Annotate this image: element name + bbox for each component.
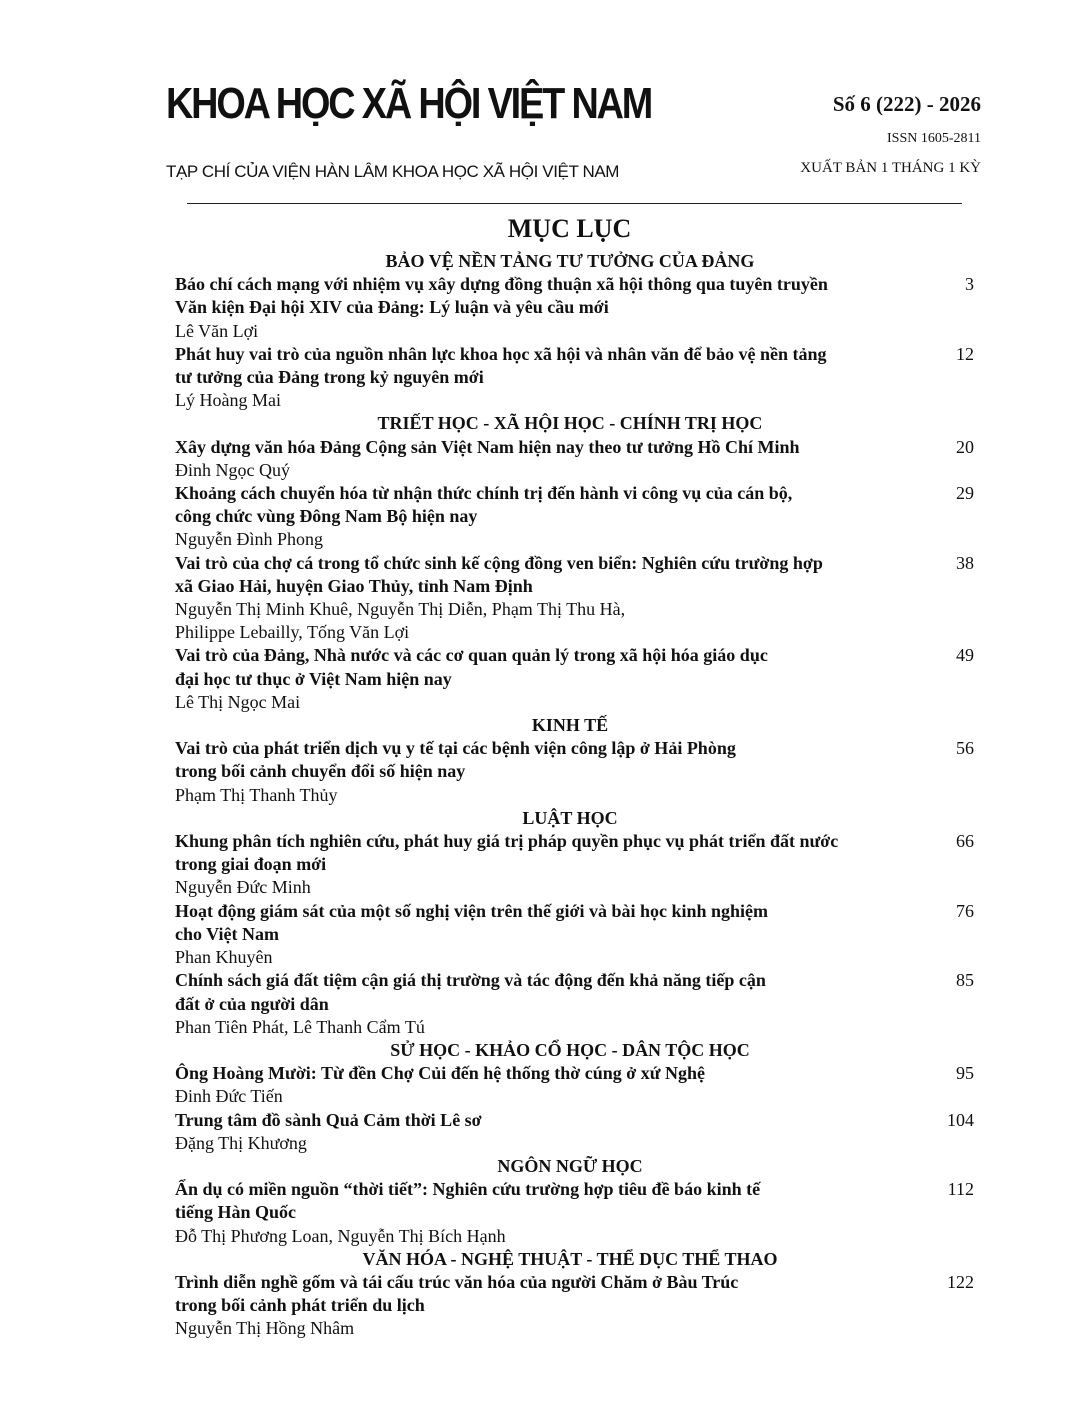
toc-entry[interactable] <box>175 1062 975 1108</box>
toc-entry[interactable] <box>175 552 975 645</box>
entry-title-line: Chính sách giá đất tiệm cận giá thị trường và tác động đến khả năng tiếp cận <box>175 970 766 991</box>
entry-author: Philippe Lebailly, Tống Văn Lợi <box>175 622 410 643</box>
entry-page-number: 29 <box>956 483 974 504</box>
toc-entry[interactable] <box>175 737 975 807</box>
entry-title-line: Vai trò của chợ cá trong tổ chức sinh kế cộng đồng ven biển: Nghiên cứu trường hợp <box>175 552 823 573</box>
toc-heading: MỤC LỤC <box>507 214 632 243</box>
entry-author: Lê Thị Ngọc Mai <box>175 691 301 712</box>
entry-title-line: Vai trò của Đảng, Nhà nước và các cơ quan quản lý trong xã hội hóa giáo dục <box>175 645 768 666</box>
entry-page-number: 12 <box>956 343 974 364</box>
entry-title-line: Báo chí cách mạng với nhiệm vụ xây dựng đồng thuận xã hội thông qua tuyên truyền <box>175 274 828 295</box>
entry-author: Lý Hoàng Mai <box>175 390 281 411</box>
issn-number: ISSN 1605-2811 <box>887 131 981 146</box>
section-title: LUẬT HỌC <box>522 807 618 828</box>
entry-page-number: 112 <box>947 1179 974 1200</box>
entry-page-number: 95 <box>956 1063 974 1084</box>
toc-entry[interactable] <box>175 1109 975 1155</box>
entry-page-number: 38 <box>956 552 974 573</box>
entry-page-number: 104 <box>947 1109 974 1130</box>
publication-frequency: XUẤT BẢN 1 THÁNG 1 KỲ <box>800 160 981 176</box>
entry-title-line: trong bối cảnh phát triển du lịch <box>175 1295 425 1316</box>
entry-title-line: công chức vùng Đông Nam Bộ hiện nay <box>175 506 478 527</box>
header-divider <box>187 203 962 204</box>
entry-title-line: tư tưởng của Đảng trong kỷ nguyên mới <box>175 367 484 388</box>
entry-author: Phạm Thị Thanh Thủy <box>175 784 338 805</box>
entry-title-line: trong bối cảnh chuyển đổi số hiện nay <box>175 761 466 782</box>
journal-title: KHOA HỌC XÃ HỘI VIỆT NAM <box>166 79 652 128</box>
entry-author: Nguyễn Thị Hồng Nhâm <box>175 1318 355 1339</box>
entry-title-line: Phát huy vai trò của nguồn nhân lực khoa học xã hội và nhân văn để bảo vệ nền tảng <box>175 343 827 364</box>
entry-title-line: Văn kiện Đại hội XIV của Đảng: Lý luận và yêu cầu mới <box>175 297 609 318</box>
entry-title-line: Xây dựng văn hóa Đảng Cộng sản Việt Nam hiện nay theo tư tưởng Hồ Chí Minh <box>175 436 800 457</box>
entry-page-number: 56 <box>956 738 974 759</box>
entry-title-line: Ẩn dụ có miền nguồn “thời tiết”: Nghiên cứu trường hợp tiêu đề báo kinh tế <box>175 1179 761 1200</box>
entry-title-line: Vai trò của phát triển dịch vụ y tế tại các bệnh viện công lập ở Hải Phòng <box>175 738 736 759</box>
section-title: KINH TẾ <box>531 715 609 736</box>
entry-author: Đỗ Thị Phương Loan, Nguyễn Thị Bích Hạnh <box>175 1225 506 1246</box>
entry-page-number: 49 <box>956 645 974 666</box>
section-title: NGÔN NGỮ HỌC <box>497 1155 643 1176</box>
entry-title-line: đất ở của người dân <box>175 993 329 1014</box>
entry-title-line: Khoảng cách chuyển hóa từ nhận thức chính trị đến hành vi công vụ của cán bộ, <box>175 483 793 504</box>
toc-entry[interactable] <box>175 830 975 900</box>
section-title: BẢO VỆ NỀN TẢNG TƯ TƯỞNG CỦA ĐẢNG <box>385 251 755 271</box>
toc-entry[interactable] <box>175 644 975 714</box>
entry-title-line: Khung phân tích nghiên cứu, phát huy giá trị pháp quyền phục vụ phát triển đất nước <box>175 831 839 852</box>
entry-page-number: 76 <box>956 900 974 921</box>
entry-page-number: 85 <box>956 970 974 991</box>
toc-entry[interactable] <box>175 343 975 413</box>
entry-title-line: Trình diễn nghề gốm và tái cấu trúc văn hóa của người Chăm ở Bàu Trúc <box>175 1271 739 1292</box>
section-title: TRIẾT HỌC - XÃ HỘI HỌC - CHÍNH TRỊ HỌC <box>377 413 763 434</box>
section-title: VĂN HÓA - NGHỆ THUẬT - THỂ DỤC THỂ THAO <box>362 1248 778 1269</box>
entry-title-line: Ông Hoàng Mười: Từ đền Chợ Củi đến hệ thống thờ cúng ở xứ Nghệ <box>175 1063 706 1084</box>
entry-author: Phan Khuyên <box>175 947 273 968</box>
toc-entry[interactable] <box>175 900 975 970</box>
entry-page-number: 66 <box>956 831 974 852</box>
entry-title-line: tiếng Hàn Quốc <box>175 1202 297 1223</box>
entry-author: Đinh Ngọc Quý <box>175 459 290 480</box>
entry-author: Nguyễn Đức Minh <box>175 877 311 898</box>
entry-page-number: 20 <box>956 436 974 457</box>
entry-title-line: xã Giao Hải, huyện Giao Thủy, tỉnh Nam Định <box>175 575 533 596</box>
entry-author: Phan Tiên Phát, Lê Thanh Cẩm Tú <box>175 1016 425 1037</box>
entry-author: Đặng Thị Khương <box>175 1132 307 1153</box>
entry-author: Nguyễn Thị Minh Khuê, Nguyễn Thị Diễn, Phạm Thị Thu Hà, <box>175 599 626 620</box>
toc-entry[interactable] <box>175 1271 975 1341</box>
entry-title-line: cho Việt Nam <box>175 923 279 944</box>
entry-title-line: đại học tư thục ở Việt Nam hiện nay <box>175 668 452 689</box>
entry-author: Nguyễn Đình Phong <box>175 529 323 550</box>
journal-subtitle: TẠP CHÍ CỦA VIỆN HÀN LÂM KHOA HỌC XÃ HỘI VIỆT NAM <box>166 162 620 181</box>
entry-author: Lê Văn Lợi <box>175 320 259 341</box>
section-title: SỬ HỌC - KHẢO CỔ HỌC - DÂN TỘC HỌC <box>390 1039 750 1060</box>
entry-title-line: Trung tâm đồ sành Quả Cảm thời Lê sơ <box>175 1109 482 1130</box>
toc-entry[interactable] <box>175 436 975 482</box>
toc-entry[interactable] <box>175 969 975 1039</box>
toc-entry[interactable] <box>175 273 975 343</box>
toc-entry[interactable] <box>175 482 975 552</box>
toc-entry[interactable] <box>175 1178 975 1248</box>
table-of-contents <box>175 250 975 1341</box>
entry-title-line: trong giai đoạn mới <box>175 854 327 875</box>
entry-page-number: 3 <box>965 274 974 295</box>
entry-author: Đinh Đức Tiến <box>175 1086 283 1107</box>
entry-title-line: Hoạt động giám sát của một số nghị viện trên thế giới và bài học kinh nghiệm <box>175 900 769 921</box>
entry-page-number: 122 <box>947 1271 974 1292</box>
issue-number: Số 6 (222) - 2026 <box>832 92 981 116</box>
